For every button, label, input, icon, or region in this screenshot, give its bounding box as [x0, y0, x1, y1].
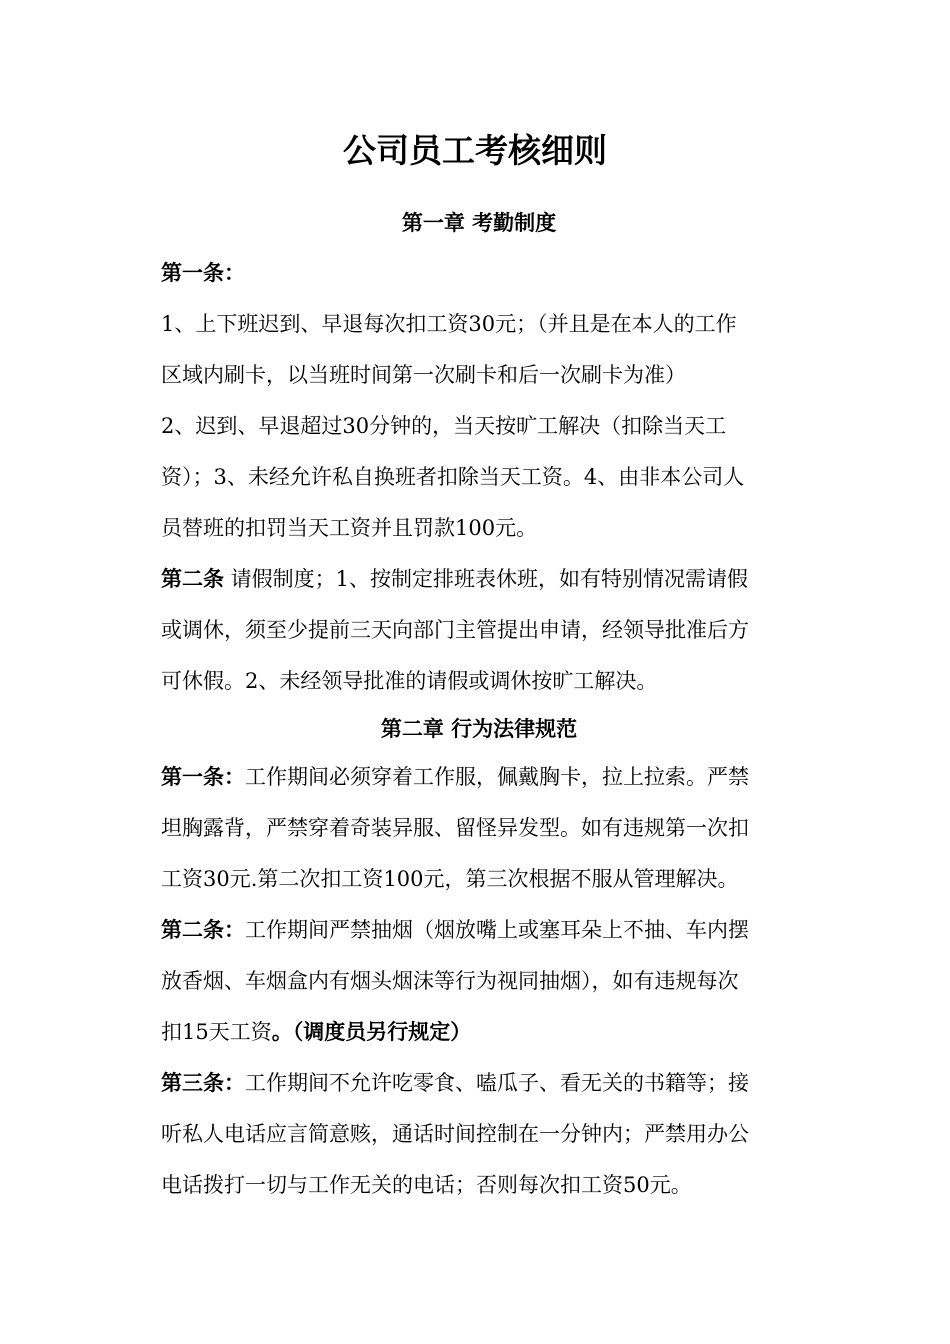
paragraph-line: 坦胸露背，严禁穿着奇装异服、留怪异发型。如有违规第一次扣 — [161, 816, 749, 840]
chapter-1-article-1 — [161, 248, 789, 554]
chapter-2-article-2 — [161, 905, 789, 1058]
article-label: 第二条： — [161, 918, 245, 942]
paragraph-line: 电话拨打一切与工作无关的电话；否则每次扣工资50元。 — [161, 1173, 692, 1197]
paragraph-line: 工资30元.第二次扣工资100元，第三次根据不服从管理解决。 — [161, 867, 739, 891]
paragraph-line: 2、迟到、早退超过30分钟的，当天按旷工解决（扣除当天工 — [161, 414, 727, 438]
chapter-2-article-1 — [161, 752, 789, 905]
chapter-1-article-2 — [161, 554, 789, 707]
paragraph-line: 放香烟、车烟盒内有烟头烟沫等行为视同抽烟），如有违规每次 — [161, 969, 739, 993]
document-title: 公司员工考核细则 — [343, 131, 607, 170]
paragraph-text: 工作期间不允许吃零食、嗑瓜子、看无关的书籍等；接 — [245, 1071, 749, 1095]
chapter-2-article-3 — [161, 1058, 789, 1211]
paragraph-text: 扣15天工资 — [161, 1020, 272, 1044]
paragraph-text: 工作期间必须穿着工作服，佩戴胸卡，拉上拉索。严禁 — [245, 765, 749, 789]
paragraph-text: 工作期间严禁抽烟（烟放嘴上或塞耳朵上不抽、车内摆 — [245, 918, 749, 942]
bold-note: 。（调度员另行规定） — [271, 1020, 472, 1044]
article-label: 第一条： — [161, 765, 245, 789]
paragraph-line: 听私人电话应言简意赅，通话时间控制在一分钟内；严禁用办公 — [161, 1122, 749, 1146]
paragraph-text: 请假制度；1、按制定排班表休班，如有特别情况需请假 — [224, 567, 749, 591]
paragraph-line: 1、上下班迟到、早退每次扣工资30元；（并且是在本人的工作 — [161, 312, 737, 336]
paragraph-line: 员替班的扣罚当天工资并且罚款100元。 — [161, 516, 538, 540]
paragraph-line: 区域内刷卡，以当班时间第一次刷卡和后一次刷卡为准） — [161, 363, 686, 387]
chapter-1-heading: 第一章 考勤制度 — [401, 211, 557, 235]
paragraph-line: 可休假。2、未经领导批准的请假或调休按旷工解决。 — [161, 669, 658, 693]
article-label: 第三条： — [161, 1071, 245, 1095]
article-label: 第二条 — [161, 567, 224, 591]
paragraph-line: 或调休，须至少提前三天向部门主管提出申请，经领导批准后方 — [161, 618, 749, 642]
paragraph-line: 资）；3、未经允许私自换班者扣除当天工资。4、由非本公司人 — [161, 465, 745, 489]
chapter-2-heading: 第二章 行为法律规范 — [380, 717, 578, 741]
article-label: 第一条： — [161, 261, 245, 285]
